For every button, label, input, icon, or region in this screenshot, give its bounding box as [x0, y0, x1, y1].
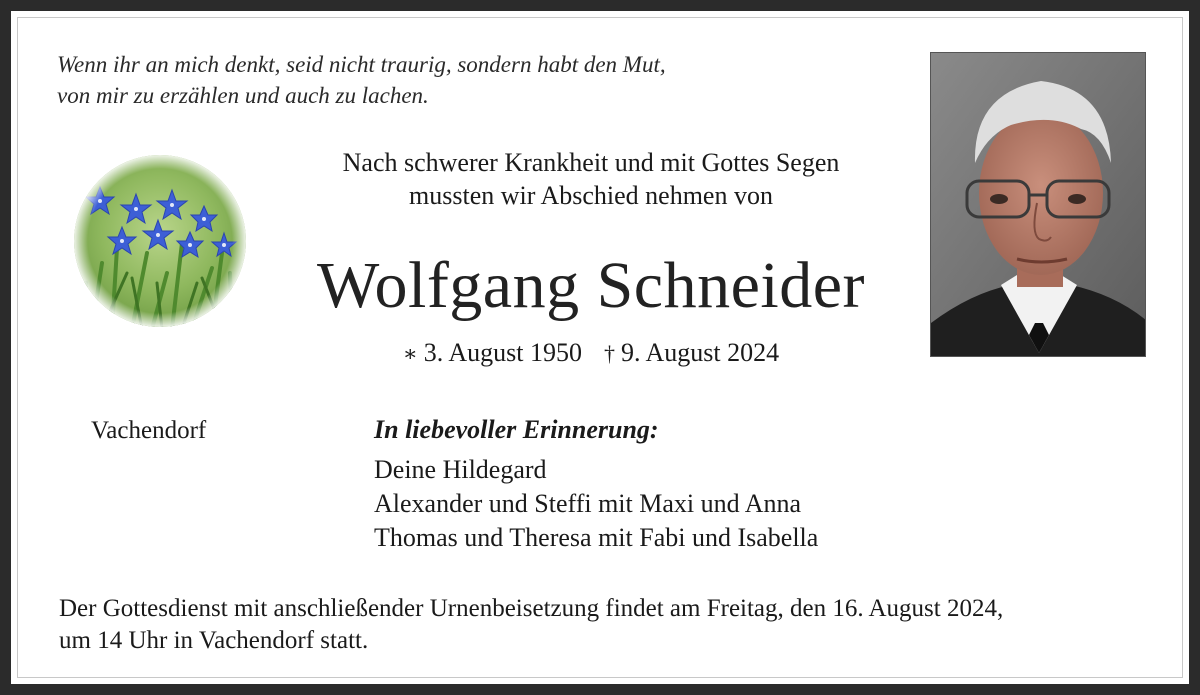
service-line-2: um 14 Uhr in Vachendorf statt.: [59, 627, 369, 654]
motto-quote: [57, 49, 666, 111]
death-date: 9. August 2024: [620, 338, 780, 367]
birth-date: 3. August 1950: [423, 338, 582, 367]
mourner-line: Alexander und Steffi mit Maxi und Anna: [374, 489, 802, 518]
intro-line-1: Nach schwerer Krankheit und mit Gottes Segen: [342, 148, 840, 177]
remembrance-heading: In liebevoller Erinnerung:: [374, 415, 659, 444]
life-dates: [191, 336, 991, 371]
intro-text: [201, 146, 981, 212]
obituary-notice: [11, 11, 1189, 684]
intro-line-2: mussten wir Abschied nehmen von: [409, 181, 773, 210]
birth-star-icon: ∗: [402, 341, 418, 366]
motto-line-1: Wenn ihr an mich denkt, seid nicht traurig, sondern habt den Mut,: [57, 52, 666, 77]
motto-line-2: von mir zu erzählen und auch zu lachen.: [57, 83, 429, 108]
service-line-1: Der Gottesdienst mit anschließender Urnenbeisetzung findet am Freitag, den 16. August 2024,: [59, 595, 1004, 622]
mourners-list: [374, 453, 818, 555]
place-name: Vachendorf: [91, 417, 207, 444]
death-cross-icon: †: [603, 341, 615, 366]
service-announcement: [59, 593, 1003, 657]
deceased-name: Wolfgang Schneider: [316, 249, 866, 322]
mourner-line: Deine Hildegard: [374, 455, 547, 484]
mourner-line: Thomas und Theresa mit Fabi und Isabella: [374, 523, 819, 552]
